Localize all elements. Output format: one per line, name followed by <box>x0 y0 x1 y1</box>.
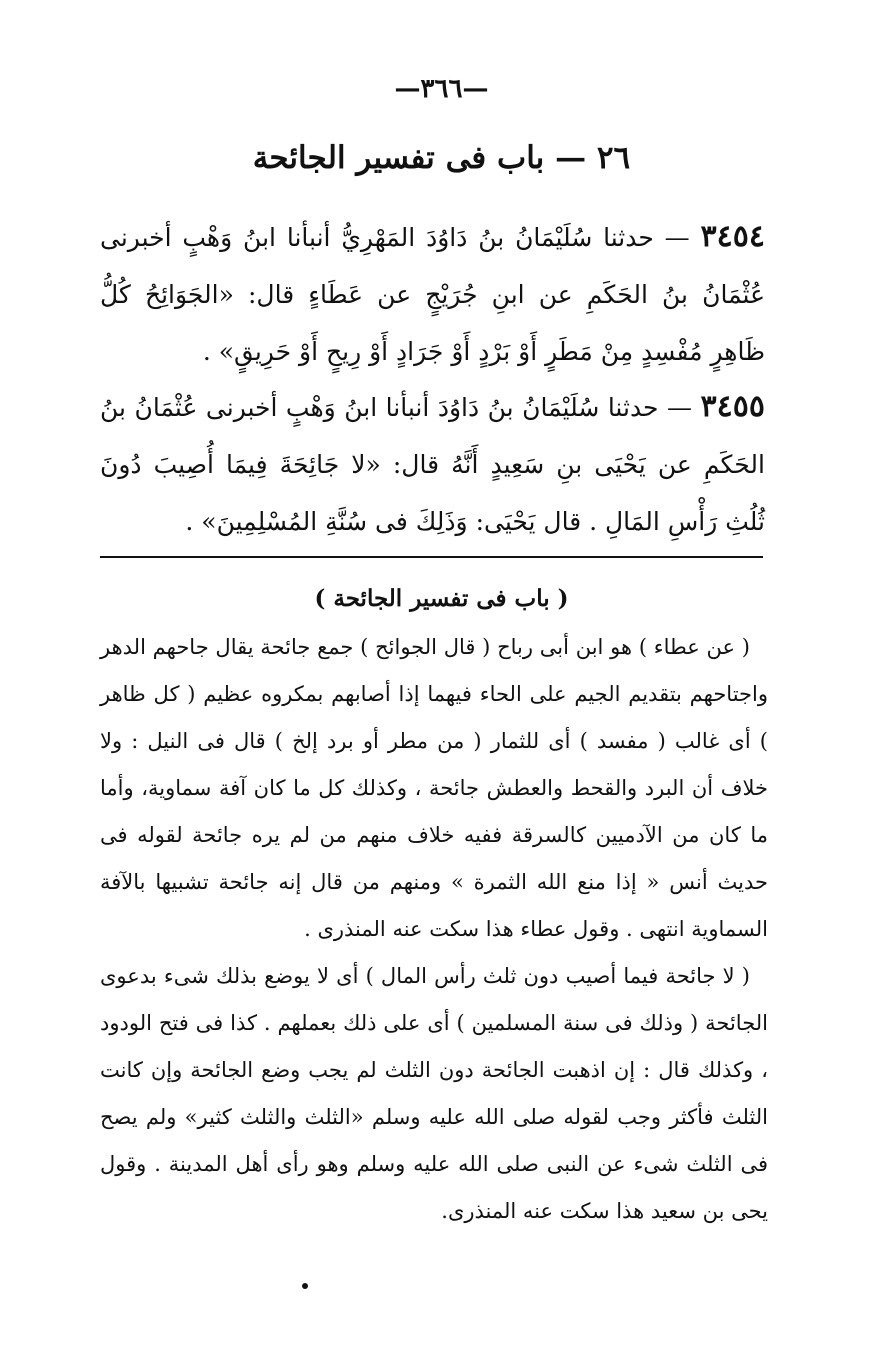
footnote-divider <box>100 556 763 558</box>
hadith-text: — حدثنا سُلَيْمَانُ بنُ دَاوُدَ المَهْرِيُّ أنبأنا ابنُ وَهْبٍ أخبرنى عُثْمَانُ بنُ الحَكَمِ عن ابنِ جُرَيْجٍ عن عَطَاءٍ قال: «الجَوَائِحُ كُلُّ ظَاهِرٍ مُفْسِدٍ مِنْ مَطَرٍ أَوْ بَرْدٍ أَوْ جَرَادٍ أَوْ رِيحٍ أَوْ حَرِيقٍ» . <box>100 223 765 366</box>
hadith-3455 <box>100 378 765 550</box>
commentary-paragraph: ( لا جائحة فيما أصيب دون ثلث رأس المال ) أى لا يوضع بذلك شىء بدعوى الجائحة ( وذلك فى سنة المسلمين ) أى على ذلك بعملهم . كذا فى فتح الودود ، وكذلك قال : إن اذهبت الجائحة دون الثلث لم يجب وضع الجائحة وإن كانت الثلث فأكثر وجب لقوله صلى الله عليه وسلم «الثلث والثلث كثير» ولم يصح فى الثلث شىء عن النبى صلى الله عليه وسلم وهو رأى أهل المدينة . وقول يحى بن سعيد هذا سكت عنه المنذرى. <box>100 964 768 1223</box>
commentary-title: ( باب فى تفسير الجائحة ) <box>314 585 569 612</box>
commentary <box>100 624 768 1235</box>
hadith-number: ٣٤٥٥ <box>700 389 765 424</box>
hadith-3454 <box>100 208 765 380</box>
chapter-title: ٢٦ — باب فى تفسير الجائحة <box>252 140 631 176</box>
page-mark-dot <box>302 1283 308 1289</box>
hadith-number: ٣٤٥٤ <box>700 219 765 254</box>
commentary-paragraph: ( عن عطاء ) هو ابن أبى رباح ( قال الجوائح ) جمع جائحة يقال جاحهم الدهر واجتاحهم بتقديم الجيم على الحاء فيهما إذا أصابهم بمكروه عظيم ( كل ظاهر ) أى غالب ( مفسد ) أى للثمار ( من مطر أو برد إلخ ) قال فى النيل : ولا خلاف أن البرد والقحط والعطش جائحة ، وكذلك كل ما كان آفة سماوية، وأما ما كان من الآدميين كالسرقة ففيه خلاف منهم من لم يره جائحة لقوله فى حديث أنس « إذا منع الله الثمرة » ومنهم من قال إنه جائحة تشبيها بالآفة السماوية انتهى . وقول عطاء هذا سكت عنه المنذرى . <box>100 635 768 941</box>
hadith-text: — حدثنا سُلَيْمَانُ بنُ دَاوُدَ أنبأنا ابنُ وَهْبٍ أخبرنى عُثْمَانُ بنُ الحَكَمِ عن يَحْيَى بنِ سَعِيدٍ أَنَّهُ قال: «لا جَائِحَةَ فِيمَا أُصِيبَ دُونَ ثُلُثِ رَأْسِ المَالِ . قال يَحْيَى: وَذَلِكَ فى سُنَّةِ المُسْلِمِينَ» . <box>100 393 765 536</box>
page-number: —٣٦٦— <box>394 74 489 104</box>
